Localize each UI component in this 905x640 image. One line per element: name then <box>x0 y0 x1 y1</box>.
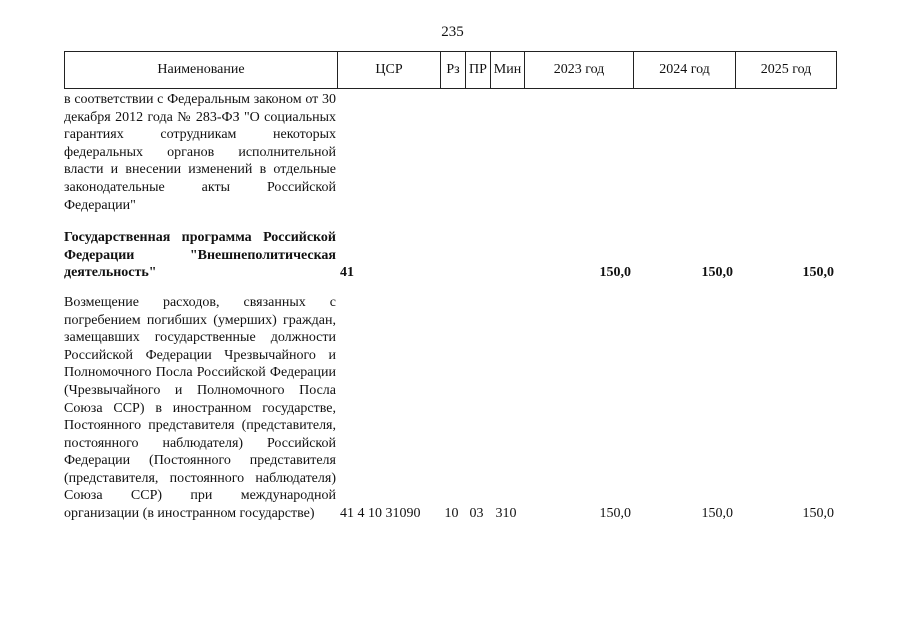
row-2024: 150,0 <box>701 506 733 522</box>
row-2023: 150,0 <box>599 506 631 522</box>
header-2024: 2024 год <box>634 52 736 88</box>
header-min: Мин <box>491 52 525 88</box>
row-2023: 150,0 <box>599 265 631 281</box>
table-header <box>64 51 837 89</box>
row-pr: 03 <box>469 506 484 522</box>
row-csr: 41 <box>340 265 354 281</box>
table-row <box>64 91 837 214</box>
header-name: Наименование <box>65 52 338 88</box>
header-2025: 2025 год <box>760 62 812 77</box>
header-pr: ПР <box>466 52 491 88</box>
row-csr: 41 4 10 31090 <box>340 506 421 522</box>
row-2025: 150,0 <box>802 265 834 281</box>
row-rz: 10 <box>444 506 459 522</box>
header-2023: 2023 год <box>525 52 634 88</box>
table-body <box>64 90 837 523</box>
row-2025: 150,0 <box>802 506 834 522</box>
header-rz: Рз <box>441 52 466 88</box>
header-csr: ЦСР <box>338 52 441 88</box>
row-name: Государственная программа Российской Федерации "Внешнеполитическая деятельность" <box>64 230 336 281</box>
row-name: в соответствии с Федеральным законом от 30 декабря 2012 года № 283-ФЗ "О социальных гарантиях сотрудникам некоторых федеральных органов исполнительной власти и внесении изменений в отдельные законодательные акты Российской Федерации" <box>64 92 336 213</box>
row-2024: 150,0 <box>701 265 733 281</box>
row-min: 310 <box>495 506 517 522</box>
page-number: 235 <box>441 24 464 40</box>
row-name: Возмещение расходов, связанных с погребением погибших (умерших) граждан, замещавших государственные должности Российской Федерации Чрезвычайного и Полномочного Посла Российской Федерации (Чрезвычайного и Полномочного Посла Союза ССР) в иностранном государстве, Постоянного представителя (представителя, постоянного наблюдателя) Российской Федерации (Постоянного представителя (представителя, постоянного наблюдателя) Союза ССР) при международной организации (в иностранном государстве) <box>64 294 336 522</box>
table-row <box>64 294 837 523</box>
table-row <box>64 229 837 282</box>
